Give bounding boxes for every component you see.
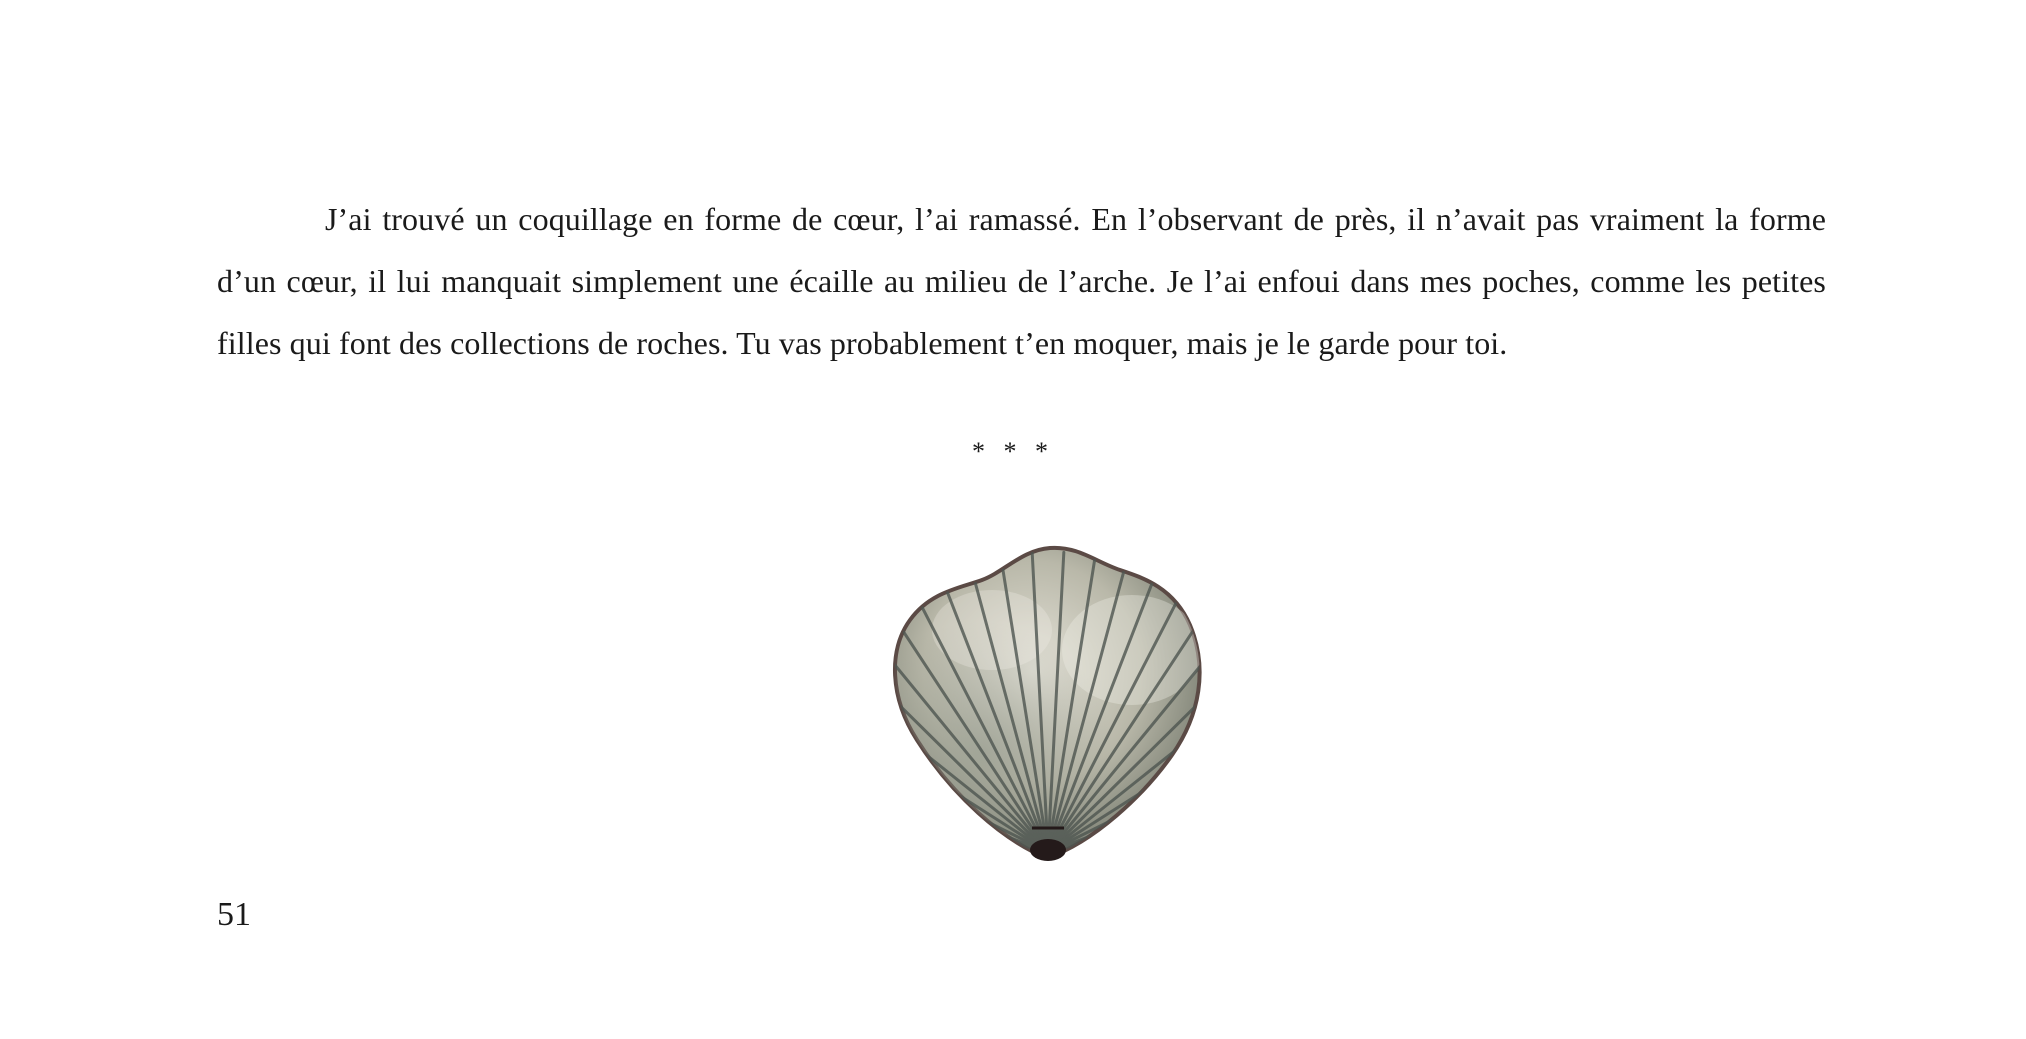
section-separator: * * * bbox=[972, 437, 1054, 466]
page-number: 51 bbox=[217, 896, 251, 933]
body-paragraph: J’ai trouvé un coquillage en forme de cœur, l’ai ramassé. En l’observant de près, il n’avait pas vraiment la forme d’un cœur, il lui manquait simplement une écaille au milieu de l’arche. Je l’ai enfoui dans mes poches, comme les petites filles qui font des collections de roches. Tu vas probablement t’en moquer, mais je le garde pour toi. bbox=[217, 201, 1826, 361]
seashell-icon bbox=[882, 540, 1212, 865]
